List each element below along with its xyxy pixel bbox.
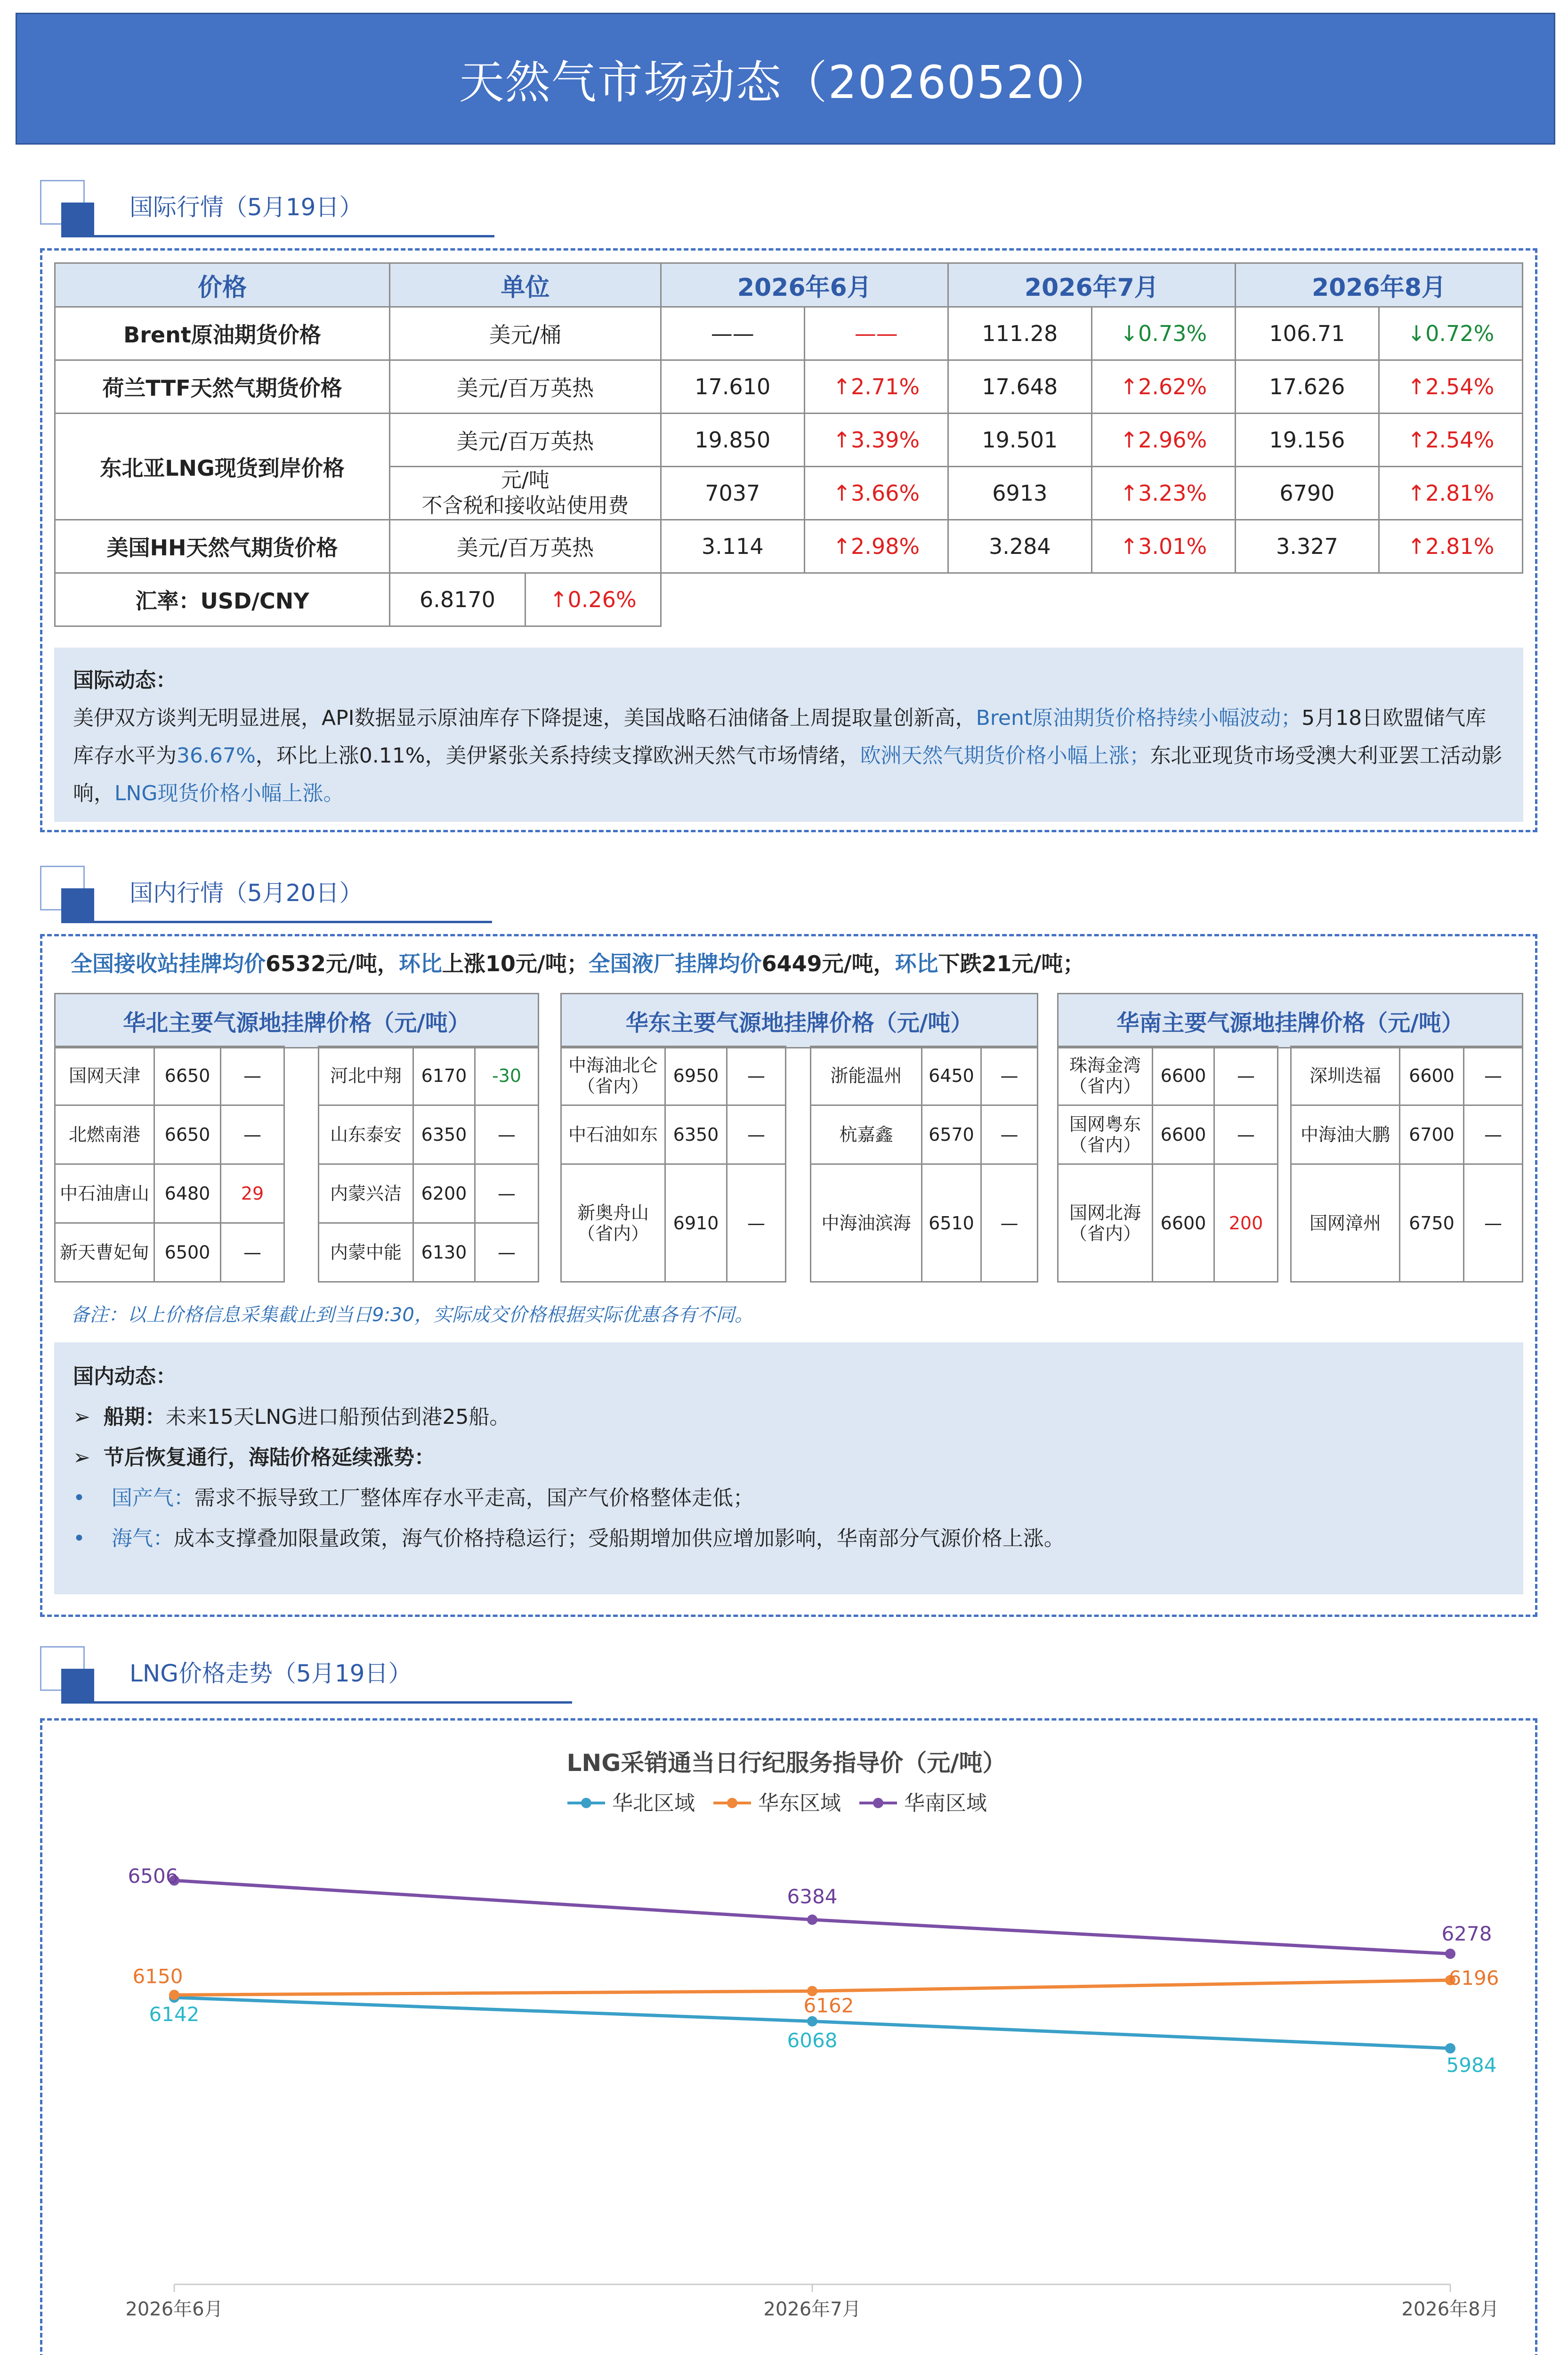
source-name-line2: （省内） [1069, 1076, 1141, 1096]
legend-label: 华北区域 [612, 1791, 695, 1815]
data-label: 6278 [1441, 1922, 1492, 1946]
col-header-jul: 2026年7月 [948, 263, 1235, 307]
source-name: 山东泰安 [319, 1105, 413, 1164]
intl-dynamics-box [54, 648, 1523, 822]
source-name-line2: （省内） [1069, 1135, 1141, 1155]
intl-dynamics-text [73, 699, 1504, 812]
source-change: — [727, 1047, 786, 1105]
source-name: 国网天津 [55, 1047, 154, 1105]
page-title: 天然气市场动态（20260520） [459, 56, 1112, 109]
section-title-chart: LNG价格走势（5月19日） [129, 1660, 412, 1687]
x-tick-label: 2026年7月 [763, 2298, 861, 2320]
source-name-line1: 国网粤东 [1069, 1114, 1141, 1135]
data-label: 6150 [132, 1965, 183, 1988]
section-marker-fill [61, 1669, 94, 1702]
intl-highlight-3: 欧洲天然气期货价格小幅上涨； [860, 744, 1150, 768]
arrow-bullet-icon: ➢ [73, 1445, 104, 1470]
fx-empty [661, 573, 1522, 626]
summary-receiving-price: 6532元/吨， [266, 951, 399, 976]
dom-gas-item [73, 1478, 1504, 1519]
source-name [561, 1164, 665, 1282]
arrow-bullet-icon: ➢ [73, 1405, 104, 1429]
lng-label: 东北亚LNG现货到岸价格 [55, 414, 390, 520]
x-tick-label: 2026年6月 [125, 2298, 223, 2320]
series-2 [128, 1864, 1492, 1959]
source-price: 6130 [413, 1223, 475, 1282]
source-price: 6570 [922, 1105, 981, 1164]
source-name: 深圳迭福 [1291, 1047, 1400, 1105]
source-change: — [1214, 1047, 1278, 1105]
lng-usd-jun-change: ↑3.39% [804, 414, 948, 467]
data-label: 6196 [1448, 1966, 1499, 1990]
ttf-jun-change: ↑2.71% [804, 360, 948, 414]
north-region-header [54, 993, 539, 1046]
source-name-line2: （省内） [577, 1076, 649, 1096]
legend-swatch-dot [727, 1798, 737, 1808]
dom-gas-text: 需求不振导致工厂整体库存水平走高，国产气价格整体走低； [194, 1486, 754, 1510]
source-change: — [475, 1223, 539, 1282]
east-region-title: 华东主要气源地挂牌价格（元/吨） [562, 994, 1037, 1048]
dom-dynamics-box [54, 1342, 1523, 1594]
lng-unit-cny-line2: 不含税和接收站使用费 [421, 494, 629, 518]
source-price: 6950 [665, 1047, 727, 1105]
summary-mom-label: 环比 [398, 951, 442, 976]
intl-price-table [54, 262, 1523, 627]
hh-jun-value: 3.114 [661, 520, 804, 573]
ship-label: 船期： [103, 1405, 166, 1429]
lng-cny-jun-value: 7037 [661, 467, 804, 520]
title-banner [16, 13, 1555, 145]
source-price: 6600 [1400, 1047, 1464, 1105]
brent-label: Brent原油期货价格 [55, 307, 390, 360]
source-price: 6510 [922, 1164, 981, 1282]
section-header-dom [16, 866, 487, 922]
section-header-intl [16, 180, 487, 236]
data-label: 6162 [803, 1994, 854, 2017]
lng-usd-aug-change: ↑2.54% [1379, 414, 1522, 467]
source-change: — [221, 1105, 284, 1164]
brent-jun-change: —— [804, 307, 948, 360]
east-table-right [810, 1046, 1038, 1283]
dom-gas-label: 国产气： [111, 1486, 194, 1510]
source-change: — [981, 1105, 1038, 1164]
source-name: 中海油滨海 [811, 1164, 922, 1282]
sea-gas-text: 成本支撑叠加限量政策，海气价格持稳运行；受船期增加供应增加影响，华南部分气源价格上涨。 [173, 1527, 1065, 1551]
row-lng-usd [55, 414, 1523, 467]
source-name [1058, 1164, 1153, 1282]
intl-highlight-2: 36.67% [177, 744, 256, 768]
source-name: 中石油如东 [561, 1105, 665, 1164]
ttf-aug-change: ↑2.54% [1379, 360, 1522, 414]
source-name: 杭嘉鑫 [811, 1105, 922, 1164]
source-price: 6480 [154, 1164, 221, 1223]
hh-label: 美国HH天然气期货价格 [55, 520, 390, 573]
fx-label: 汇率：USD/CNY [55, 573, 390, 626]
source-name: 内蒙兴洁 [319, 1164, 413, 1223]
data-point[interactable] [1445, 2043, 1455, 2054]
source-name: 内蒙中能 [319, 1223, 413, 1282]
lng-cny-aug-value: 6790 [1235, 467, 1379, 520]
chart-title: LNG采销通当日行纪服务指导价（元/吨） [566, 1749, 1006, 1777]
section-underline [61, 921, 492, 923]
source-change: — [1214, 1105, 1278, 1164]
source-change: 29 [221, 1164, 284, 1223]
source-change: — [981, 1164, 1038, 1282]
source-change: — [475, 1105, 539, 1164]
lng-usd-jul-value: 19.501 [948, 414, 1091, 467]
lng-cny-jul-change: ↑3.23% [1091, 467, 1235, 520]
section-title-dom: 国内行情（5月20日） [129, 879, 363, 907]
sea-gas-label: 海气： [111, 1527, 174, 1551]
source-name-line1: 中海油北仑 [568, 1055, 658, 1076]
ttf-jul-change: ↑2.62% [1091, 360, 1235, 414]
holiday-item [73, 1437, 1504, 1478]
source-name-line1: 新奥舟山 [577, 1202, 649, 1223]
col-header-aug: 2026年8月 [1235, 263, 1522, 307]
hh-aug-change: ↑2.81% [1379, 520, 1522, 573]
source-price: 6600 [1153, 1105, 1214, 1164]
summary-plant-change: 下跌21元/吨； [938, 951, 1085, 976]
legend-label: 华南区域 [904, 1791, 987, 1815]
source-name-line1: 国网北海 [1069, 1202, 1141, 1223]
source-change: — [1464, 1047, 1523, 1105]
source-price: 6450 [922, 1047, 981, 1105]
fx-cell [390, 573, 661, 626]
source-change: — [981, 1047, 1038, 1105]
intl-text-3: ，环比上涨0.11%，美伊紧张关系持续支撑欧洲天然气市场情绪， [255, 744, 860, 768]
fx-change: ↑0.26% [549, 587, 637, 612]
row-ttf [55, 360, 1523, 414]
brent-jul-change: ↓0.73% [1091, 307, 1235, 360]
data-label: 6506 [128, 1864, 178, 1888]
section-underline [61, 235, 494, 237]
source-price: 6600 [1153, 1164, 1214, 1282]
source-price: 6350 [413, 1105, 475, 1164]
fx-value: 6.8170 [390, 574, 526, 625]
source-name: 中石油唐山 [55, 1164, 154, 1223]
intl-text-2: 5月18日欧盟储气库库存水平为 [73, 706, 1487, 768]
brent-aug-change: ↓0.72% [1379, 307, 1522, 360]
data-point[interactable] [1445, 1949, 1455, 1959]
data-point[interactable] [807, 1915, 817, 1925]
source-name: 新天曹妃甸 [55, 1223, 154, 1282]
dot-bullet-icon: • [73, 1486, 112, 1510]
lng-usd-jul-change: ↑2.96% [1091, 414, 1235, 467]
data-label: 6068 [787, 2029, 838, 2052]
source-name: 国网漳州 [1291, 1164, 1400, 1282]
brent-aug-value: 106.71 [1235, 307, 1379, 360]
north-table-left [54, 1046, 285, 1283]
intl-text-1: 美伊双方谈判无明显进展，API数据显示原油库存下降提速，美国战略石油储备上周提取量创新高， [73, 706, 976, 730]
hh-jul-value: 3.284 [948, 520, 1091, 573]
legend-swatch-dot [581, 1798, 591, 1808]
source-price: 6600 [1153, 1047, 1214, 1105]
dom-dynamics-title: 国内动态： [73, 1364, 177, 1389]
source-change: — [1464, 1164, 1523, 1282]
section-marker-fill [61, 203, 94, 236]
intl-header-row [55, 263, 1523, 307]
ttf-unit: 美元/百万英热 [390, 360, 661, 414]
intl-highlight-4: LNG现货价格小幅上涨。 [114, 781, 344, 805]
intl-dynamics-title: 国际动态： [73, 668, 177, 692]
south-region-header [1057, 993, 1523, 1046]
source-price: 6650 [154, 1047, 221, 1105]
east-region-header [560, 993, 1038, 1046]
intl-highlight-1: Brent原油期货价格持续小幅波动； [976, 706, 1302, 730]
source-name: 中海油大鹏 [1291, 1105, 1400, 1164]
row-fx [55, 573, 1523, 626]
lng-cny-jun-change: ↑3.66% [804, 467, 948, 520]
intl-text-4: 东北亚现货市场受澳大利亚罢工活动影响， [73, 744, 1503, 805]
section-underline [61, 1701, 572, 1704]
legend-item-0[interactable] [567, 1791, 695, 1815]
section-title-intl: 国际行情（5月19日） [129, 194, 363, 221]
col-header-price: 价格 [55, 263, 390, 307]
ship-text: 未来15天LNG进口船预估到港25船。 [165, 1405, 510, 1429]
south-table-right [1290, 1046, 1523, 1283]
lng-usd-jun-value: 19.850 [661, 414, 804, 467]
source-change: 200 [1214, 1164, 1278, 1282]
north-region-title: 华北主要气源地挂牌价格（元/吨） [56, 994, 538, 1048]
col-header-unit: 单位 [390, 263, 661, 307]
source-price: 6910 [665, 1164, 727, 1282]
section-header-chart [16, 1646, 582, 1703]
lng-price-chart [40, 1724, 1533, 2355]
ttf-aug-value: 17.626 [1235, 360, 1379, 414]
holiday-label: 节后恢复通行，海陆价格延续涨势： [103, 1445, 435, 1470]
ttf-jun-value: 17.610 [661, 360, 804, 414]
source-price: 6350 [665, 1105, 727, 1164]
source-name: 北燃南港 [55, 1105, 154, 1164]
summary-receiving-change: 上涨10元/吨； [442, 951, 589, 976]
source-change: — [475, 1164, 539, 1223]
summary-plant-price: 6449元/吨， [761, 951, 895, 976]
hh-unit: 美元/百万英热 [390, 520, 661, 573]
north-table-right [318, 1046, 539, 1283]
data-label: 5984 [1446, 2053, 1497, 2077]
hh-jul-change: ↑3.01% [1091, 520, 1235, 573]
legend-swatch-dot [873, 1798, 883, 1808]
source-name [561, 1047, 665, 1105]
data-label: 6384 [787, 1884, 838, 1908]
legend-item-1[interactable] [713, 1791, 841, 1815]
source-name-line1: 珠海金湾 [1069, 1055, 1141, 1076]
lng-unit-usd: 美元/百万英热 [390, 414, 661, 467]
source-price: 6200 [413, 1164, 475, 1223]
south-region-title: 华南主要气源地挂牌价格（元/吨） [1059, 994, 1522, 1048]
x-tick-label: 2026年8月 [1401, 2298, 1499, 2320]
source-price: 6750 [1400, 1164, 1464, 1282]
summary-receiving-label: 全国接收站挂牌均价 [71, 951, 266, 976]
col-header-jun: 2026年6月 [661, 263, 948, 307]
source-name-line2: （省内） [1069, 1223, 1141, 1244]
lng-cny-aug-change: ↑2.81% [1379, 467, 1522, 520]
chart-lines [128, 1864, 1499, 2076]
source-change: — [727, 1105, 786, 1164]
source-price: 6170 [413, 1047, 475, 1105]
legend-label: 华东区域 [758, 1791, 841, 1815]
chart-legend [567, 1791, 987, 1815]
summary-plant-label: 全国液厂挂牌均价 [588, 951, 762, 976]
sea-gas-item [73, 1519, 1504, 1559]
source-change: — [727, 1164, 786, 1282]
row-hh [55, 520, 1523, 573]
ship-item [73, 1397, 1504, 1437]
source-change: — [1464, 1105, 1523, 1164]
chart-axes [125, 2284, 1499, 2320]
dom-price-note: 备注：以上价格信息采集截止到当日9:30，实际成交价格根据实际优惠各有不同。 [71, 1304, 753, 1326]
south-table-left [1057, 1046, 1278, 1283]
dom-summary [71, 947, 1084, 978]
source-change: — [221, 1223, 284, 1282]
source-price: 6700 [1400, 1105, 1464, 1164]
source-price: 6650 [154, 1105, 221, 1164]
brent-jun-value: —— [661, 307, 804, 360]
data-point[interactable] [169, 1990, 179, 2000]
east-table-left [560, 1046, 786, 1283]
lng-usd-aug-value: 19.156 [1235, 414, 1379, 467]
source-name: 浙能温州 [811, 1047, 922, 1105]
dot-bullet-icon: • [73, 1527, 112, 1551]
source-name: 河北中翔 [319, 1047, 413, 1105]
brent-unit: 美元/桶 [390, 307, 661, 360]
source-price: 6500 [154, 1223, 221, 1282]
source-change: — [221, 1047, 284, 1105]
row-brent [55, 307, 1523, 360]
hh-aug-value: 3.327 [1235, 520, 1379, 573]
source-name [1058, 1047, 1153, 1105]
series-1 [133, 1965, 1499, 2017]
legend-item-2[interactable] [859, 1791, 987, 1815]
ttf-jul-value: 17.648 [948, 360, 1091, 414]
data-point[interactable] [807, 2016, 817, 2027]
lng-unit-cny-line1: 元/吨 [501, 468, 550, 492]
ttf-label: 荷兰TTF天然气期货价格 [55, 360, 390, 414]
section-marker-fill [61, 888, 94, 921]
brent-jul-value: 111.28 [948, 307, 1091, 360]
lng-unit-cny [390, 467, 661, 520]
source-change: -30 [475, 1047, 539, 1105]
lng-cny-jul-value: 6913 [948, 467, 1091, 520]
hh-jun-change: ↑2.98% [804, 520, 948, 573]
source-name-line2: （省内） [577, 1223, 649, 1244]
data-label: 6142 [149, 2002, 200, 2026]
source-name [1058, 1105, 1153, 1164]
summary-mom-label-2: 环比 [895, 951, 938, 976]
